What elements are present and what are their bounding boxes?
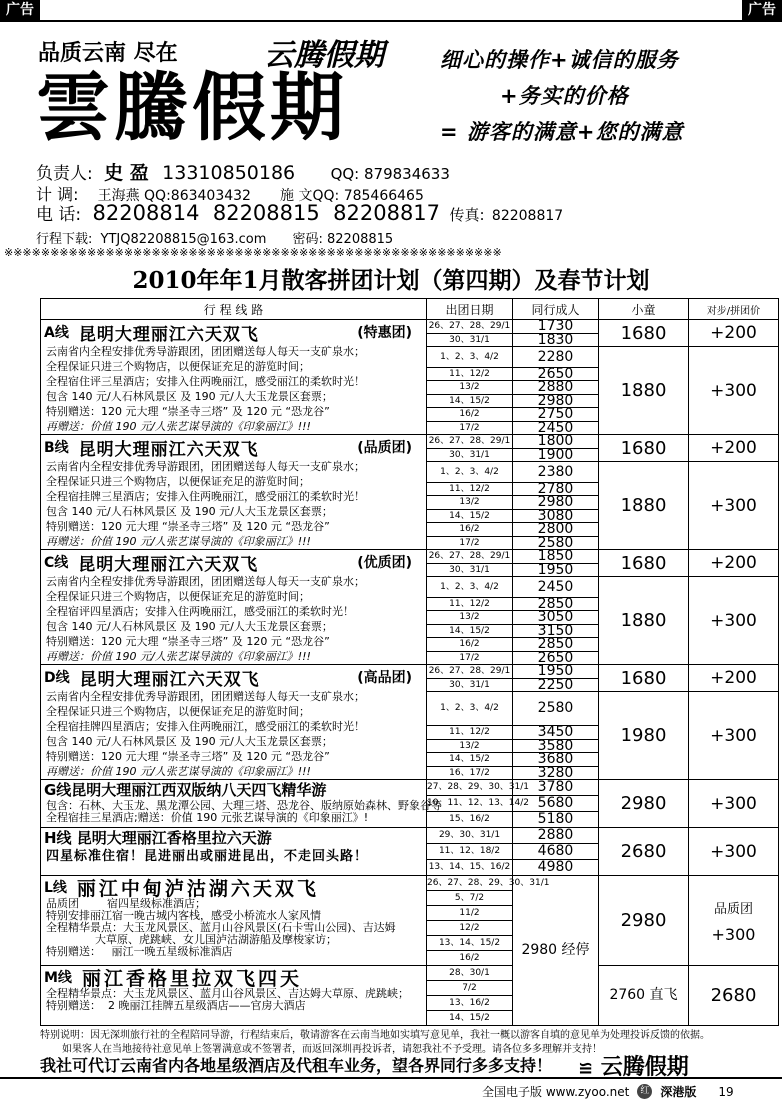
date-cell: 16/2 xyxy=(427,523,513,537)
route-letter: A线 xyxy=(44,325,69,341)
contact-line-3 xyxy=(36,200,563,225)
planner-b: 施 文QQ: 785466465 xyxy=(280,188,424,204)
route-desc-line: 大草原、虎跳峡、女儿国泸沽湖游船及摩梭家访； xyxy=(46,933,337,946)
route-title: 丽江中甸泸沽湖六天双飞 xyxy=(76,877,319,900)
logo-big: 雲騰假期 xyxy=(36,65,348,151)
route-title: G线昆明大理丽江西双版纳八天四飞精华游 xyxy=(44,781,327,799)
table-row xyxy=(41,320,779,334)
date-cell: 1、2、3、4/2 xyxy=(427,347,513,368)
adult-price-cell: 3580 xyxy=(513,739,599,753)
diff-price-cell: +300 xyxy=(689,828,779,876)
route-desc-line: 再赠送：价值 190 元/人张艺谋导演的《印象丽江》!!! xyxy=(46,650,311,663)
date-cell: 14、15/2 xyxy=(427,1011,513,1026)
adult-price-cell: 2880 xyxy=(513,828,599,844)
route-desc-line: 云南省内全程安排优秀导游跟团，团团赠送每人每天一支矿泉水； xyxy=(46,690,365,703)
child-price-cell: 2980 xyxy=(599,876,689,966)
header-route: 行 程 线 路 xyxy=(41,299,427,320)
date-cell: 26、27、28、29/1 xyxy=(427,550,513,564)
fax-number: 82208817 xyxy=(491,208,564,224)
route-title: 昆明大理丽江六天双飞 xyxy=(78,554,259,575)
route-desc-line: 再赠送：价值 190 元/人张艺谋导演的《印象丽江》!!! xyxy=(46,765,311,778)
adult-price-cell: 2980 经停 xyxy=(513,876,599,1026)
route-desc-line: 全程宿挂牌四星酒店；安排入住两晚丽江，感受丽江的柔软时光！ xyxy=(46,720,365,733)
note-line-2: 如果客人在当地接待社意见单上签署满意或不签署者，而返回深圳再投诉者，请恕我社不予受理。请各位多多理解并支持！ xyxy=(62,1044,602,1055)
route-desc-line: 全程保证只进三个购物店，以便保证充足的游览时间； xyxy=(46,475,310,488)
diff-price-cell xyxy=(689,876,779,966)
route-desc-line: 全程宿评四星酒店；安排入住两晚丽江，感受丽江的柔软时光！ xyxy=(46,605,354,618)
contact-label: 计 调: xyxy=(36,185,79,204)
date-cell: 11、12/2 xyxy=(427,367,513,381)
adult-price-cell: 3680 xyxy=(513,753,599,767)
bottom-rule xyxy=(0,1077,782,1079)
route-letter: B线 xyxy=(44,440,69,456)
adult-price-cell: 1900 xyxy=(513,448,599,462)
child-price-cell: 1880 xyxy=(599,462,689,550)
main-title: 2010年年1月散客拼团计划（第四期）及春节计划 xyxy=(132,267,650,294)
date-cell: 30、31/1 xyxy=(427,678,513,692)
route-title: 昆明大理丽江六天双飞 xyxy=(78,324,259,345)
adult-price-cell: 2980 xyxy=(513,496,599,510)
child-price-cell: 1680 xyxy=(599,665,689,692)
diff-price-cell: +200 xyxy=(689,435,779,462)
adult-price-cell: 3450 xyxy=(513,726,599,740)
fax-label: 传真: xyxy=(449,206,485,224)
date-cell: 13、14、15、16/2 xyxy=(427,860,513,876)
adult-price-cell: 2800 xyxy=(513,523,599,537)
date-cell: 26、27、28、29、30、31/1 xyxy=(427,876,513,891)
phone-3: 82208817 xyxy=(333,201,441,225)
adult-price-cell: 2450 xyxy=(513,577,599,598)
motto-3: = 游客的满意+您的满意 xyxy=(440,120,684,144)
table-row xyxy=(41,876,779,891)
date-cell: 11/2 xyxy=(427,906,513,921)
route-desc-line: 云南省内全程安排优秀导游跟团，团团赠送每人每天一支矿泉水； xyxy=(46,460,365,473)
adult-price-cell: 1830 xyxy=(513,333,599,347)
child-price-cell: 2980 xyxy=(599,780,689,828)
route-desc-line: 全程保证只进三个购物店，以便保证充足的游览时间； xyxy=(46,360,310,373)
date-cell: 13、16/2 xyxy=(427,996,513,1011)
route-desc-line: 云南省内全程安排优秀导游跟团，团团赠送每人每天一支矿泉水； xyxy=(46,345,365,358)
diff-price-cell: +200 xyxy=(689,665,779,692)
adult-price-cell: 1950 xyxy=(513,665,599,679)
child-price-cell: 1680 xyxy=(599,320,689,347)
route-cell xyxy=(41,966,427,1026)
route-header xyxy=(41,320,426,344)
ad-tag-left: 广告 xyxy=(0,0,40,20)
date-cell: 11、12、18/2 xyxy=(427,844,513,860)
header-date: 出团日期 xyxy=(427,299,513,320)
date-cell: 1、2、3、4/2 xyxy=(427,462,513,483)
child-price-cell: 1680 xyxy=(599,435,689,462)
route-title: 昆明大理丽江六天双飞 xyxy=(78,439,259,460)
date-cell: 13/2 xyxy=(427,611,513,625)
route-desc-line: 包含 140 元/人石林风景区 及 190 元/人大玉龙景区套票； xyxy=(46,735,333,748)
footer-page-number: 19 xyxy=(718,1084,734,1099)
date-cell: 30、31/1 xyxy=(427,563,513,577)
child-price-cell: 1680 xyxy=(599,550,689,577)
child-price-cell: 2680 xyxy=(689,966,779,1026)
contact-label: 负责人: xyxy=(36,164,93,184)
route-tag: (优质团) xyxy=(357,555,412,571)
date-cell: 11、12/2 xyxy=(427,597,513,611)
route-tag: (高品团) xyxy=(357,670,412,686)
adult-price-cell: 1730 xyxy=(513,320,599,334)
header-adult: 同行成人 xyxy=(513,299,599,320)
adult-price-cell: 4680 xyxy=(513,844,599,860)
route-desc-line: 特别赠送： 丽江一晚五星级标准酒店 xyxy=(46,945,233,958)
route-desc-line: 包含 140 元/人石林风景区 及 190 元/人大玉龙景区套票； xyxy=(46,390,333,403)
diff-price-cell: +300 xyxy=(689,462,779,550)
date-cell: 1、2、3、4/2 xyxy=(427,577,513,598)
child-price-cell: 1880 xyxy=(599,347,689,435)
table-row xyxy=(41,665,779,679)
date-cell: 13/2 xyxy=(427,381,513,395)
adult-price-cell: 2650 xyxy=(513,651,599,665)
adult-price-cell: 2880 xyxy=(513,381,599,395)
planner-a: 王海燕 QQ:863403432 xyxy=(97,188,251,204)
date-cell: 5、7/2 xyxy=(427,891,513,906)
date-cell: 27、28、29、30、31/1 xyxy=(427,780,513,796)
route-desc-line: 特别赠送：120 元大理 “崇圣寺三塔” 及 120 元 “恐龙谷” xyxy=(46,405,330,418)
footer-badge-icon: 红 xyxy=(637,1084,652,1099)
date-cell: 17/2 xyxy=(427,651,513,665)
date-cell: 13、14、15/2 xyxy=(427,936,513,951)
top-rule xyxy=(0,20,782,22)
child-price-cell: 1880 xyxy=(599,577,689,665)
route-letter: D线 xyxy=(44,670,70,686)
date-cell: 16、17/2 xyxy=(427,766,513,780)
contact-line-1 xyxy=(36,158,450,185)
date-cell: 14、15/2 xyxy=(427,509,513,523)
route-tag: (特惠团) xyxy=(357,325,412,341)
route-desc-line: 云南省内全程安排优秀导游跟团，团团赠送每人每天一支矿泉水； xyxy=(46,575,365,588)
date-cell: 16/2 xyxy=(427,408,513,422)
adult-price-cell: 2650 xyxy=(513,367,599,381)
route-tag: (品质团) xyxy=(357,440,412,456)
adult-price-cell: 5680 xyxy=(513,796,599,812)
adult-price-cell: 3780 xyxy=(513,780,599,796)
date-cell: 11、12/2 xyxy=(427,482,513,496)
date-cell: 13/2 xyxy=(427,739,513,753)
diff-value: +300 xyxy=(711,924,756,944)
date-cell: 12/2 xyxy=(427,921,513,936)
child-price-cell: 2680 xyxy=(599,828,689,876)
ad-tag-right: 广告 xyxy=(742,0,782,20)
date-cell: 30、31/1 xyxy=(427,333,513,347)
note-line-1: 特别说明：因无深圳旅行社的全程陪同导游，行程结束后，敬请游客在云南当地如实填写意见单，我社一概以游客自填的意见单为处理投诉反馈的依据。 xyxy=(40,1030,710,1041)
diff-price-cell: +300 xyxy=(689,347,779,435)
adult-price-cell: 2580 xyxy=(513,536,599,550)
route-cell xyxy=(41,665,427,780)
route-desc-line: 特别赠送：120 元大理 “崇圣寺三塔” 及 120 元 “恐龙谷” xyxy=(46,750,330,763)
route-desc-line: 再赠送：价值 190 元/人张艺谋导演的《印象丽江》!!! xyxy=(46,420,311,433)
adult-price-cell: 1850 xyxy=(513,550,599,564)
route-title: 昆明大理丽江六天双飞 xyxy=(79,669,260,690)
route-letter: L线 xyxy=(44,880,67,896)
adult-price-cell: 4980 xyxy=(513,860,599,876)
table-row xyxy=(41,550,779,564)
route-desc-line: 四星标准住宿！昆进丽出或丽进昆出，不走回头路！ xyxy=(46,849,369,864)
adult-price-cell: 1950 xyxy=(513,563,599,577)
adult-price-cell: 2580 xyxy=(513,692,599,726)
table-row xyxy=(41,966,779,981)
adult-price-cell: 3150 xyxy=(513,624,599,638)
route-desc-line: 品质团 宿四星级标准酒店； xyxy=(46,897,206,910)
date-cell: 17/2 xyxy=(427,421,513,435)
route-cell xyxy=(41,550,427,665)
route-desc-line: 全程宿住评三星酒店；安排入住两晚丽江，感受丽江的柔软时光！ xyxy=(46,375,365,388)
route-desc-line: 全程保证只进三个购物店，以便保证充足的游览时间； xyxy=(46,705,310,718)
table-row xyxy=(41,780,779,796)
route-letter: C线 xyxy=(44,555,69,571)
adult-price-cell: 2450 xyxy=(513,421,599,435)
route-header xyxy=(41,550,426,574)
route-letter: M线 xyxy=(44,970,72,986)
route-header xyxy=(41,435,426,459)
route-cell xyxy=(41,780,442,828)
route-desc-line: 特别赠送：120 元大理 “崇圣寺三塔” 及 120 元 “恐龙谷” xyxy=(46,520,330,533)
adult-price-cell: 3080 xyxy=(513,509,599,523)
route-cell xyxy=(41,828,427,876)
diff-price-cell: +200 xyxy=(689,320,779,347)
date-cell: 11、12/2 xyxy=(427,726,513,740)
diff-price-cell: +300 xyxy=(689,577,779,665)
manager-phone: 13310850186 xyxy=(162,162,296,184)
route-header xyxy=(41,665,426,689)
table-header-row xyxy=(41,299,779,320)
child-price-cell: 1980 xyxy=(599,692,689,780)
route-title: H线 昆明大理丽江香格里拉六天游 xyxy=(44,829,272,847)
route-cell xyxy=(41,876,427,966)
bottom-logo-text: 云腾假期 xyxy=(600,1055,689,1080)
motto-2: +务实的价格 xyxy=(500,84,629,108)
logo-small: 云腾假期 xyxy=(264,38,384,73)
route-desc-line: 特别赠送： 2 晚丽江挂牌五星级酒店——官房大酒店 xyxy=(46,999,306,1012)
adult-price-cell: 3280 xyxy=(513,766,599,780)
route-title: 丽江香格里拉双飞四天 xyxy=(81,967,302,990)
route-desc-line: 包含 140 元/人石林风景区 及 190 元/人大玉龙景区套票； xyxy=(46,505,333,518)
footer xyxy=(482,1083,734,1100)
table-row xyxy=(41,435,779,449)
adult-price-cell: 2250 xyxy=(513,678,599,692)
adult-price-cell: 2850 xyxy=(513,597,599,611)
date-cell: 29、30、31/1 xyxy=(427,828,513,844)
date-cell: 14、15/2 xyxy=(427,394,513,408)
route-desc-line: 全程精华景点：大玉龙风景区、蓝月山谷风景区、吉达姆大草原、虎跳峡； xyxy=(46,987,409,1000)
diff-price-cell: +300 xyxy=(689,780,779,828)
route-cell xyxy=(41,320,427,435)
date-cell: 15、16/2 xyxy=(427,812,513,828)
date-cell: 1、2、3、4/2 xyxy=(427,692,513,726)
diff-price-cell: +300 xyxy=(689,692,779,780)
contact-line-4 xyxy=(36,228,393,247)
adult-price-cell: 2780 xyxy=(513,482,599,496)
adult-price-cell: 2760 直飞 xyxy=(599,966,689,1026)
date-cell: 13/2 xyxy=(427,496,513,510)
route-desc-line: 特别安排丽江宿一晚古城内客栈，感受小桥流水人家风情 xyxy=(46,909,321,922)
adult-price-cell: 2750 xyxy=(513,408,599,422)
date-cell: 17/2 xyxy=(427,536,513,550)
date-cell: 30、31/1 xyxy=(427,448,513,462)
adult-price-cell: 3050 xyxy=(513,611,599,625)
adult-price-cell: 2380 xyxy=(513,462,599,483)
date-cell: 14、15/2 xyxy=(427,624,513,638)
date-cell: 28、30/1 xyxy=(427,966,513,981)
date-cell: 14、15/2 xyxy=(427,753,513,767)
route-header xyxy=(41,876,426,898)
table-row xyxy=(41,828,779,844)
date-cell: 26、27、28、29/1 xyxy=(427,665,513,679)
date-cell: 16/2 xyxy=(427,951,513,966)
manager-name: 史 盈 xyxy=(104,162,149,184)
route-desc-line: 全程宿挂三星酒店;赠送：价值 190 元张艺谋导演的《印象丽江》! xyxy=(46,811,369,824)
date-cell: 10、11、12、13、14/2 xyxy=(427,796,513,812)
route-desc-line: 全程精华景点：大玉龙风景区、蓝月山谷风景区(石卡雪山公园)、吉达姆 xyxy=(46,921,396,934)
route-desc-line: 包含 140 元/人石林风景区 及 190 元/人大玉龙景区套票； xyxy=(46,620,333,633)
phone-2: 82208815 xyxy=(212,201,320,225)
logo-mark-icon: ≌ xyxy=(578,1058,594,1079)
footer-edition: 深港版 xyxy=(660,1085,697,1099)
route-desc-line: 特别赠送：120 元大理 “崇圣寺三塔” 及 120 元 “恐龙谷” xyxy=(46,635,330,648)
motto-1: 细心的操作+诚信的服务 xyxy=(440,48,679,72)
route-desc-line: 再赠送：价值 190 元/人张艺谋导演的《印象丽江》!!! xyxy=(46,535,311,548)
route-desc-line: 全程宿挂牌三星酒店；安排入住两晚丽江，感受丽江的柔软时光！ xyxy=(46,490,365,503)
adult-price-cell: 2980 xyxy=(513,394,599,408)
header-child: 小童 xyxy=(599,299,689,320)
download-password: 密码: 82208815 xyxy=(292,232,394,247)
date-cell: 26、27、28、29/1 xyxy=(427,435,513,449)
bottom-text: 我社可代订云南省内各地星级酒店及代租车业务，望各界同行多多支持！ xyxy=(40,1056,553,1075)
header-diff: 对步/拼团价 xyxy=(689,299,779,320)
phone-1: 82208814 xyxy=(92,201,200,225)
route-header xyxy=(41,966,426,988)
diff-label: 品质团 xyxy=(713,901,753,917)
adult-price-cell: 2280 xyxy=(513,347,599,368)
adult-price-cell: 2850 xyxy=(513,638,599,652)
route-desc-line: 全程保证只进三个购物店，以便保证充足的游览时间； xyxy=(46,590,310,603)
contact-label: 电 话: xyxy=(36,205,82,225)
adult-price-cell: 5180 xyxy=(513,812,599,828)
footer-site: 全国电子版 www.zyoo.net xyxy=(482,1085,630,1099)
diff-price-cell: +200 xyxy=(689,550,779,577)
date-cell: 7/2 xyxy=(427,981,513,996)
download-email: YTJQ82208815@163.com xyxy=(100,232,267,247)
date-cell: 16/2 xyxy=(427,638,513,652)
route-cell xyxy=(41,435,427,550)
star-divider: ※※※※※※※※※※※※※※※※※※※※※※※※※※※※※※※※※※※※※※※※※※※※※※※※※※※※※※ xyxy=(4,246,502,259)
date-cell: 26、27、28、29/1 xyxy=(427,320,513,334)
download-label: 行程下载: xyxy=(36,232,93,247)
slogan-left: 品质云南 尽在 xyxy=(38,40,178,66)
route-desc-line: 包含：石林、大玉龙、黑龙潭公园、大理三塔、恐龙谷、版纳原始森林、野象谷等 xyxy=(46,799,442,812)
manager-qq: QQ: 879834633 xyxy=(330,165,450,183)
adult-price-cell: 1800 xyxy=(513,435,599,449)
tour-schedule-table xyxy=(40,298,779,1026)
